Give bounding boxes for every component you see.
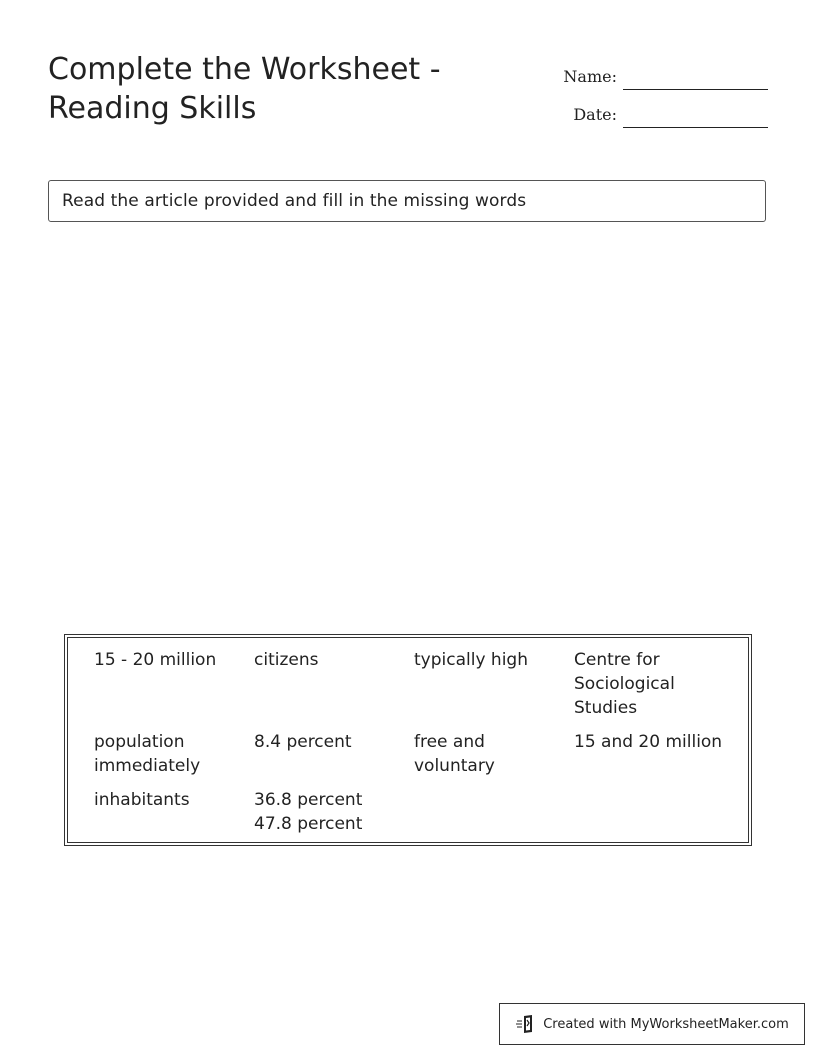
word-bank-item: inhabitants <box>94 790 190 810</box>
word-bank-item: typically high <box>414 650 528 670</box>
date-label: Date: <box>573 105 617 124</box>
word-bank-item: 15 - 20 million <box>94 650 217 670</box>
instructions-box <box>48 180 766 222</box>
title-line-2: Reading Skills <box>48 91 257 126</box>
word-bank <box>64 634 752 846</box>
word-bank-item: 36.8 percent 47.8 percent <box>254 790 363 834</box>
word-bank-item: 15 and 20 million <box>574 732 723 752</box>
worksheet-title <box>48 50 508 128</box>
footer-credit[interactable] <box>499 1003 805 1045</box>
word-bank-item: free and voluntary <box>414 732 495 776</box>
word-bank-grid <box>94 648 748 836</box>
word-bank-item: Centre for Sociological Studies <box>574 650 675 718</box>
student-info <box>538 52 768 128</box>
instructions-text: Read the article provided and fill in the missing words <box>62 191 527 211</box>
title-line-1: Complete the Worksheet - <box>48 52 441 87</box>
word-bank-item: 8.4 percent <box>254 732 352 752</box>
word-bank-item: citizens <box>254 650 319 670</box>
footer-text: Created with MyWorksheetMaker.com <box>543 1016 789 1032</box>
date-row <box>538 90 768 128</box>
book-logo-icon <box>515 1013 537 1035</box>
word-bank-item: population immediately <box>94 732 201 776</box>
date-blank[interactable] <box>623 103 768 128</box>
name-label: Name: <box>563 67 617 86</box>
name-row <box>538 52 768 90</box>
name-blank[interactable] <box>623 65 768 90</box>
